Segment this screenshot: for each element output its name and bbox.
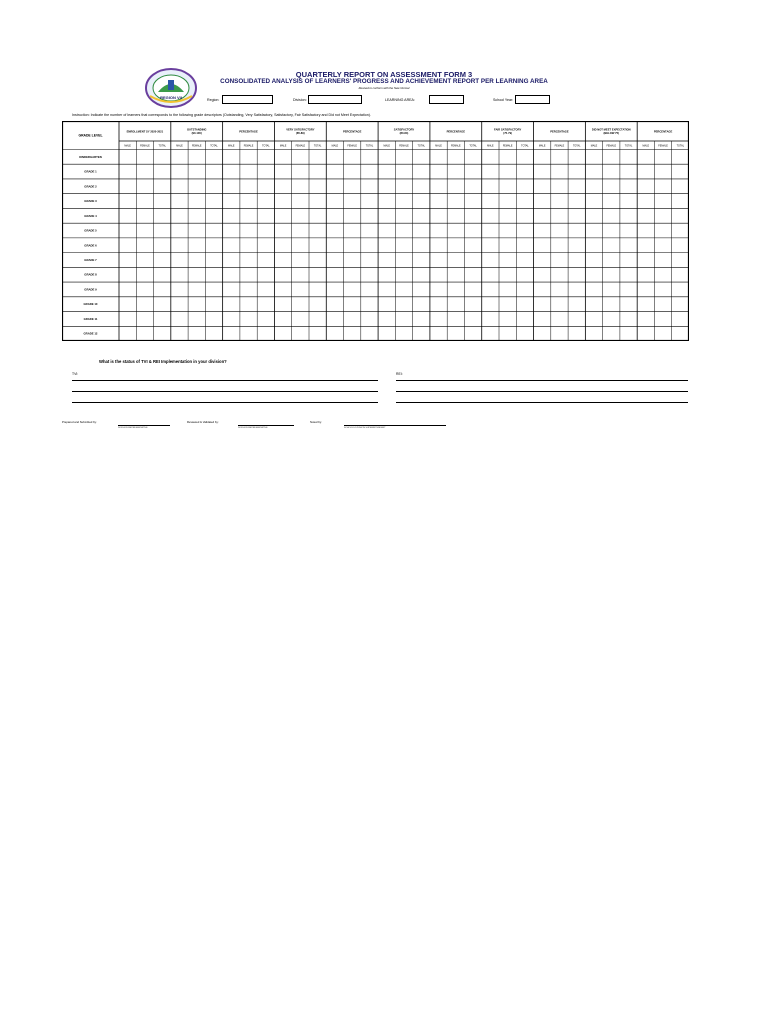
sub-header-female: FEMALE [554, 144, 565, 148]
group-header-range-7: (75-79) [503, 132, 512, 136]
sub-header-female: FEMALE [502, 144, 513, 148]
sub-header-total: TOTAL [469, 144, 477, 148]
rei-label: REI: [396, 372, 403, 376]
group-header-0: ENROLLMENT SY 2020-2021 [126, 130, 164, 134]
group-header-1: OUTSTANDING [186, 128, 207, 132]
row-label: GRADE 9 [84, 287, 97, 292]
svg-text:REGION VII: REGION VII [160, 95, 182, 100]
sub-header-male: MALE [642, 144, 650, 148]
sub-header-female: FEMALE [243, 144, 254, 148]
tvi-rei-question: What is the status of TVI & REI Implementation in your division? [99, 359, 227, 364]
sub-header-male: MALE [435, 144, 442, 148]
row-label: GRADE 6 [84, 243, 97, 248]
sub-header-female: FEMALE [606, 144, 617, 148]
row-label: GRADE 4 [84, 213, 97, 218]
group-header-6: PERCENTAGE [446, 130, 466, 134]
sub-header-female: FEMALE [658, 144, 668, 148]
reviewed-by-label: Reviewed & Validated by: [187, 420, 219, 424]
tvi-answer-line-2[interactable] [72, 391, 378, 392]
tvi-answer-line-3[interactable] [72, 402, 378, 403]
row-label: GRADE 11 [83, 316, 98, 321]
sub-header-female: FEMALE [191, 144, 202, 148]
group-header-8: PERCENTAGE [550, 130, 569, 134]
region-field[interactable] [222, 95, 273, 104]
sub-header-male: MALE [487, 144, 494, 148]
row-label: GRADE 7 [84, 257, 97, 262]
noted-by-line[interactable] [344, 425, 446, 426]
group-header-7: FAIR SATISFACTORY [493, 128, 522, 132]
grade-level-header: GRADE LEVEL [78, 133, 103, 138]
group-header-range-5: (80-84) [399, 132, 409, 136]
group-header-5: SATISFACTORY [393, 128, 415, 132]
row-label: GRADE 10 [83, 302, 98, 307]
group-header-range-3: (85-89) [296, 132, 305, 136]
report-title: QUARTERLY REPORT ON ASSESSMENT FORM 3 [295, 70, 473, 79]
report-note: Revised to conform with the New Normal [358, 86, 410, 90]
sub-header-female: FEMALE [140, 144, 150, 148]
sub-header-total: TOTAL [572, 144, 581, 148]
school-year-label: School Year: [493, 98, 514, 102]
school-year-field[interactable] [515, 95, 550, 104]
noted-by-role: SCHOOLS DIVISION SUPERINTENDENT [344, 427, 386, 429]
table-border [63, 122, 689, 341]
reviewed-by-role: DIVISION REPRESENTATIVE [238, 427, 268, 429]
group-header-3: VERY SATISFACTORY [286, 128, 315, 132]
sub-header-male: MALE [124, 144, 131, 148]
tvi-answer-line-1[interactable] [72, 380, 378, 381]
region-label: Region: [207, 98, 220, 102]
group-header-range-1: (90-100) [191, 132, 202, 136]
tvi-label: TVI: [72, 372, 79, 376]
rei-answer-line-2[interactable] [396, 391, 688, 392]
sub-header-male: MALE [176, 144, 183, 148]
row-label: GRADE 5 [84, 228, 97, 233]
report-subtitle: CONSOLIDATED ANALYSIS OF LEARNERS' PROGRESS AND ACHIEVEMENT REPORT PER LEARNING AREA [220, 78, 548, 85]
group-header-10: PERCENTAGE [653, 130, 673, 134]
row-label: GRADE 2 [84, 184, 97, 189]
sub-header-total: TOTAL [624, 144, 633, 148]
group-header-range-9: (BELOW 75) [603, 132, 620, 136]
group-header-2: PERCENTAGE [239, 130, 258, 134]
sub-header-male: MALE [228, 144, 235, 148]
sub-header-total: TOTAL [262, 144, 270, 148]
reviewed-by-line[interactable] [238, 425, 294, 426]
row-label: GRADE 8 [84, 272, 97, 277]
rei-answer-line-3[interactable] [396, 402, 688, 403]
sub-header-total: TOTAL [158, 144, 166, 148]
sub-header-total: TOTAL [676, 144, 685, 148]
sub-header-female: FEMALE [451, 144, 461, 148]
sub-header-female: FEMALE [295, 144, 306, 148]
sub-header-female: FEMALE [347, 144, 357, 148]
sub-header-total: TOTAL [313, 144, 322, 148]
sub-header-total: TOTAL [417, 144, 426, 148]
sub-header-male: MALE [538, 144, 546, 148]
sub-header-male: MALE [331, 144, 339, 148]
learning-area-field[interactable] [429, 95, 464, 104]
sub-header-male: MALE [279, 144, 287, 148]
row-label: GRADE 12 [83, 331, 98, 336]
group-header-9: DID NOT MEET EXPECTATION [591, 128, 631, 132]
sub-header-male: MALE [590, 144, 598, 148]
division-field[interactable] [308, 95, 362, 104]
learning-area-label: LEARNING AREA: [385, 98, 415, 102]
sub-header-total: TOTAL [365, 144, 374, 148]
noted-by-label: Noted by: [310, 420, 322, 424]
row-label: GRADE 1 [84, 169, 97, 174]
group-header-4: PERCENTAGE [342, 130, 362, 134]
prepared-by-line[interactable] [118, 425, 170, 426]
prepared-by-label: Prepared and Submitted by: [62, 420, 97, 424]
row-label: KINDERGARTEN [79, 154, 102, 159]
rei-answer-line-1[interactable] [396, 380, 688, 381]
assessment-table [62, 121, 689, 341]
division-label: Division: [293, 98, 307, 102]
sub-header-male: MALE [383, 144, 390, 148]
prepared-by-role: DIVISION REPRESENTATIVE [118, 427, 148, 429]
sub-header-female: FEMALE [399, 144, 409, 148]
instruction-text: Instruction: Indicate the number of learners that corresponds to the following grade descriptors (Outstanding, Very Satisfactory, Satisfactory, Fair Satisfactory and Did not Meet Expectation). [72, 113, 371, 117]
sub-header-total: TOTAL [210, 144, 218, 148]
row-label: GRADE 3 [84, 199, 97, 204]
sub-header-total: TOTAL [521, 144, 529, 148]
